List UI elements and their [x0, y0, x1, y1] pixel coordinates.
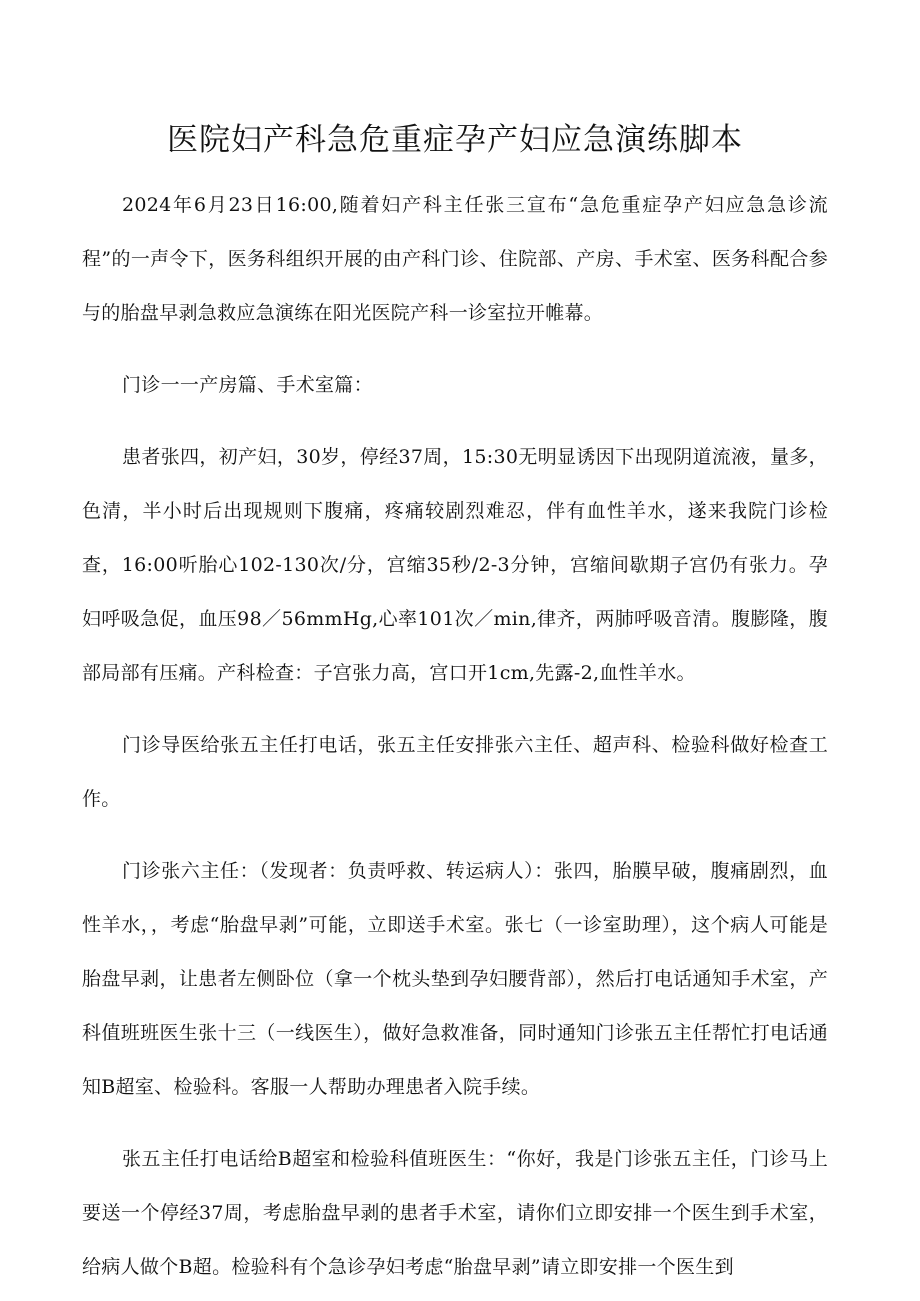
paragraph-patient-condition: 患者张四，初产妇，30岁，停经37周，15:30无明显诱因下出现阴道流液，量多，色清，半小时后出现规则下腹痛，疼痛较剧烈难忍，伴有血性羊水，遂来我院门诊检查，16:00听胎心102-130次/分，宫缩35秒/2-3分钟，宫缩间歇期子宫仍有张力。孕妇呼吸急促，血压98／56mmHg,心率101次／min,律齐，两肺呼吸音清。腹膨隆，腹部局部有压痛。产科检查：子宫张力高，宫口开1cm,先露-2,血性羊水。 [82, 446, 828, 684]
document-title: 医院妇产科急危重症孕产妇应急演练脚本 [167, 122, 743, 158]
document-body [82, 178, 828, 1294]
paragraph-director-zhang-six: 门诊张六主任：（发现者：负责呼救、转运病人）：张四，胎膜早破，腹痛剧烈，血性羊水，，考虑“胎盘早剥”可能，立即送手术室。张七（一诊室助理），这个病人可能是胎盘早剥，让患者左侧卧位（拿一个枕头垫到孕妇腰背部），然后打电话通知手术室，产科值班班医生张十三（一线医生），做好急救准备，同时通知门诊张五主任帮忙打电话通知B超室、检验科。客服一人帮助办理患者入院手续。 [82, 860, 828, 1098]
paragraph-guide-call: 门诊导医给张五主任打电话，张五主任安排张六主任、超声科、检验科做好检查工作。 [82, 734, 828, 810]
paragraph-director-zhang-five-call: 张五主任打电话给B超室和检验科值班医生：“你好，我是门诊张五主任，门诊马上要送一个停经37周，考虑胎盘早剥的患者手术室，请你们立即安排一个医生到手术室，给病人做个B超。检验科有个急诊孕妇考虑“胎盘早剥”请立即安排一个医生到 [82, 1148, 828, 1278]
section-heading: 门诊一一产房篇、手术室篇： [122, 374, 373, 396]
paragraph-intro: 2024年6月23日16:00,随着妇产科主任张三宣布“急危重症孕产妇应急急诊流程”的一声令下，医务科组织开展的由产科门诊、住院部、产房、手术室、医务科配合参与的胎盘早剥急救应急演练在阳光医院产科一诊室拉开帷幕。 [82, 194, 828, 324]
